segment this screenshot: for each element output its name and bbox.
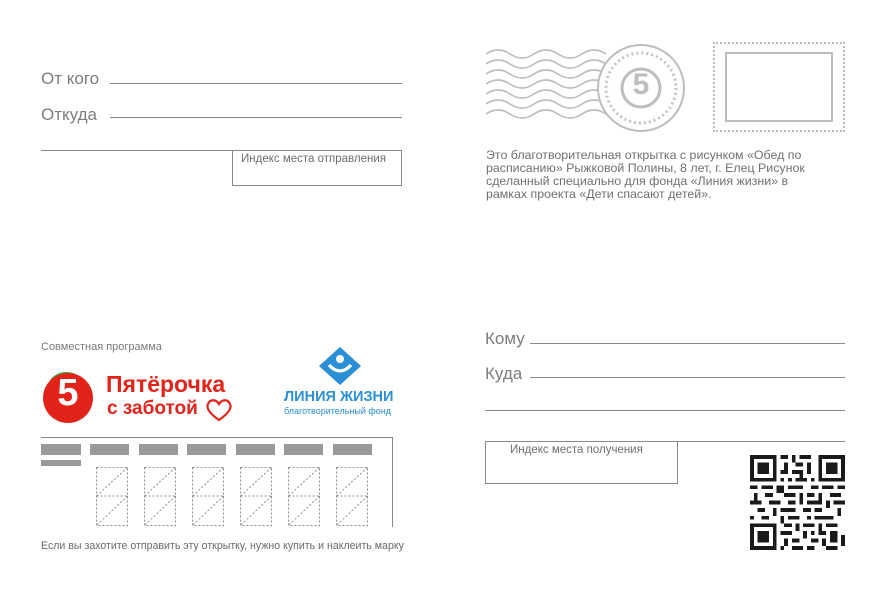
sender-index-label: Индекс места отправления [241,153,386,165]
index-sample-bar-2 [41,460,81,466]
qr-code-icon[interactable] [750,455,845,550]
where-from-label: Откуда [41,105,97,124]
pyaterochka-name: Пятёрочка [106,371,226,397]
postmark-waves [486,42,686,132]
recipient-index-label: Индекс места получения [510,444,643,456]
index-digit-bar [139,444,178,455]
where-to-line[interactable] [530,377,845,378]
heart-icon [205,397,233,423]
liniya-zhizni-name: ЛИНИЯ ЖИЗНИ [284,389,394,405]
stamp-inner [725,52,833,122]
index-digit-bar [284,444,323,455]
liniya-zhizni-subtitle: благотворительный фонд [284,406,392,416]
where-from-line[interactable] [110,117,402,118]
where-to-label: Куда [485,364,523,383]
from-line[interactable] [110,83,402,84]
index-digit-bar [90,444,129,455]
index-sample-bar-1 [41,444,81,455]
to-line[interactable] [530,343,845,344]
postcard-description: Это благотворительная открытка с рисунком «Обед по расписанию» Рыжковой Полины, 8 лет, г. Елец Рисунок сделанный специально для фонда «Линия жизни» в рамках проекта «Дети спасают детей». [486,148,805,201]
program-label: Совместная программа [41,341,162,353]
stamp-note: Если вы захотите отправить эту открытку, нужно купить и наклеить марку [41,540,404,552]
to-label: Кому [485,329,525,348]
postmark-digit: 5 [632,68,650,101]
stamp-frame[interactable] [713,42,845,132]
pyaterochka-tagline: с заботой [107,398,198,419]
index-digit-bar [333,444,372,455]
pyaterochka-digit: 5 [57,372,79,414]
liniya-zhizni-logo-icon [317,345,363,387]
from-label: От кого [41,69,100,88]
index-digit-bar [187,444,226,455]
index-digit-cells[interactable] [96,467,376,527]
to-extra-line[interactable] [485,410,845,411]
index-digit-bar [236,444,275,455]
